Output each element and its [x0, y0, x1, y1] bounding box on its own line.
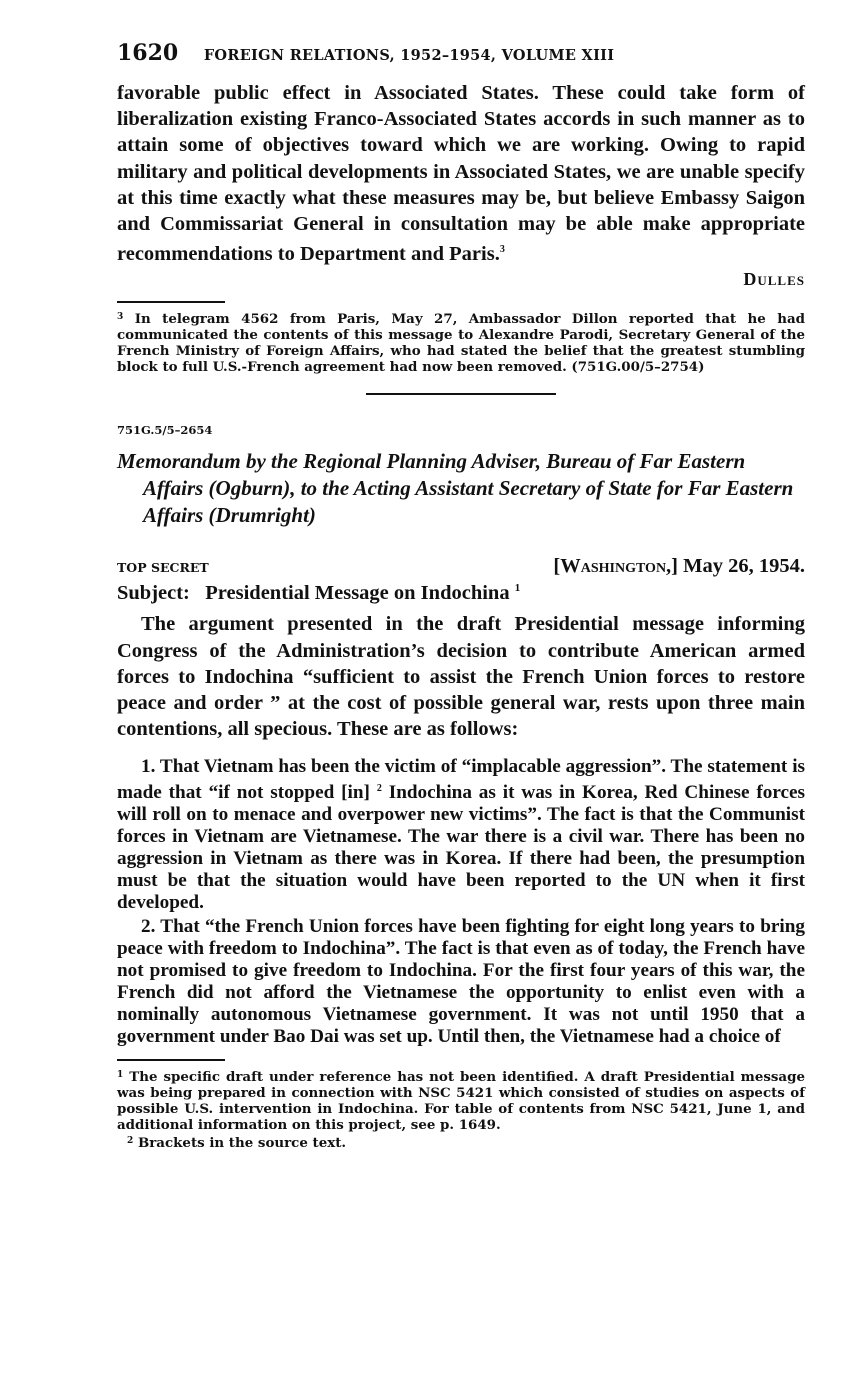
footnote-ref: 1 [514, 582, 521, 595]
contention-1-text-b: Indochina as it was in Korea, Red Chinese forces will roll on to menace and overpower new victims”. The fact is that the Communist forces in Vietnam are Vietnamese. The war there is a civil war. There has been no aggression in Vietnam as there was in Korea. If there had been, the presumption must be that the situation would have been reported to the UN when it first developed. [117, 782, 806, 914]
section-divider [366, 393, 556, 395]
place: [Washington,] [553, 555, 679, 578]
footnote-1 [117, 1067, 805, 1133]
subject-label: Subject: [117, 582, 190, 605]
footnote-text: Brackets in the source text. [137, 1135, 347, 1152]
document-meta [117, 555, 805, 578]
contention-1 [117, 756, 805, 914]
footnote-mark: 3 [117, 312, 124, 323]
footnote-ref: 2 [376, 783, 382, 795]
subject-text: Presidential Message on Indochina [205, 582, 510, 605]
contention-1-text-a: 1. That Vietnam has been the victim of “implacable aggression”. The statement is made that “if not stopped [in] [117, 756, 805, 804]
footnote-rule [117, 301, 225, 303]
continuation-paragraph [117, 80, 805, 267]
document-page [117, 40, 805, 1151]
footnote-2 [117, 1133, 805, 1151]
footnote-3 [117, 309, 805, 375]
contention-2: 2. That “the French Union forces have been fighting for eight long years to bring peace with freedom to Indochina”. The fact is that even as of today, the French have not promised to give freedom to Indochina. For the first four years of this war, the French did not afford the Vietnamese the opportunity to enlist even with a nominally autonomous Vietnamese government. It was not until 1950 that a government under Bao Dai was set up. Until then, the Vietnamese had a choice of [117, 916, 805, 1048]
classification-label: TOP SECRET [117, 560, 209, 576]
footnote-mark: 1 [117, 1070, 124, 1081]
document-title: Memorandum by the Regional Planning Adviser, Bureau of Far Eastern Affairs (Ogburn), to the Acting Assistant Secretary of State for Far Eastern Affairs (Drumright) [117, 449, 794, 528]
continuation-text: favorable public effect in Associated States. These could take form of liberalization existing Franco-Associated States accords in such manner as to attain some of objectives toward which we are working. Owing to rapid military and political developments in Associated States, we are unable specify at this time exactly what these measures may be, but believe Embassy Saigon and Commissariat General in consultation may be able make appropriate recommendations to Department and Paris. [117, 82, 805, 266]
footnote-text: In telegram 4562 from Paris, May 27, Ambassador Dillon reported that he had communicated the contents of this message to Alexandre Parodi, Secretary General of the French Ministry of Foreign Affairs, who had stated the belief that the greatest stumbling block to full U.S.-French agreement had now been removed. (751G.00/5–2754) [117, 311, 805, 376]
date: May 26, 1954. [683, 555, 805, 578]
file-reference: 751G.5/5–2654 [117, 423, 213, 438]
footnote-ref: 3 [499, 244, 505, 256]
page-header [117, 40, 805, 80]
footnotes [117, 1067, 805, 1151]
subject-line [117, 582, 805, 605]
running-title: FOREIGN RELATIONS, 1952–1954, VOLUME XIII [203, 47, 615, 64]
footnote-text: The specific draft under reference has not been identified. A draft Presidential message was being prepared in connection with NSC 5421 which consisted of studies on aspects of possible U.S. intervention in Indochina. For table of contents from NSC 5421, June 1, and additional information on this project, see p. 1649. [117, 1069, 805, 1134]
page-number: 1620 [117, 40, 179, 66]
footnote-mark: 2 [127, 1136, 134, 1147]
intro-paragraph: The argument presented in the draft Presidential message informing Congress of the Administration’s decision to contribute American armed forces to Indochina “sufficient to assist the French Union forces to restore peace and order ” at the cost of possible general war, rests upon three main contentions, all specious. These are as follows: [117, 613, 805, 741]
signature: Dulles [743, 269, 805, 290]
dateline [553, 555, 805, 578]
footnote-rule [117, 1059, 225, 1061]
